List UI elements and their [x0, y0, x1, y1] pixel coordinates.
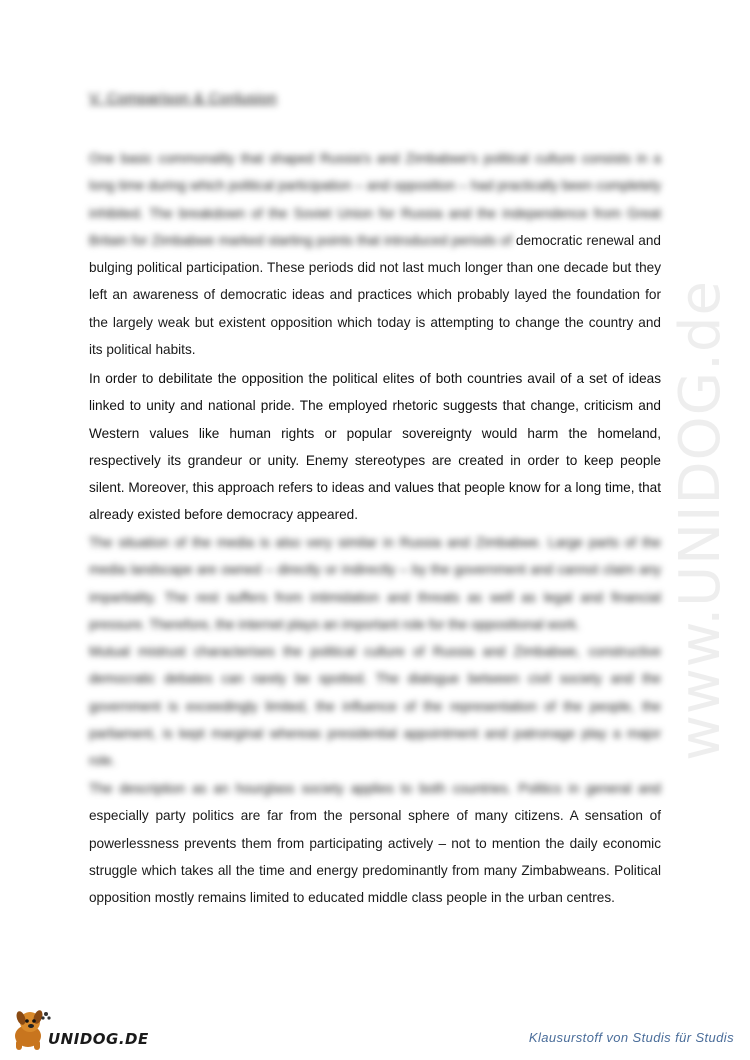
paragraph-3: The situation of the media is also very similar in Russia and Zimbabwe. Large parts of the media landscape are owned – directly or indirectly – by the government and cannot claim any impartiality. The rest suffers from intimidation and threats as well as legal and financial pressure. Therefore, the internet plays an important role for the oppositional work.: [89, 535, 661, 632]
paragraph-5: [89, 775, 661, 911]
unidog-logo[interactable]: [8, 1006, 158, 1052]
visible-text: especially party politics are far from the personal sphere of many citizens. A sensation of powerlessness prevents them from participating actively – not to mention the daily economic struggle which takes all the time and energy predominantly from many Zimbabweans. Political opposition mostly remains limited to educated middle class people in the urban centres.: [89, 808, 661, 906]
blurred-text: One basic commonality that shaped Russia's and Zimbabwe's political culture consists in a long time during which political participation – and opposition – had practically been completely inhibited. The breakdown of the Soviet Union for Russia and the independence from Great Britain for Zimbabwe marked starting points that introduced periods of: [89, 151, 661, 248]
visible-text: democratic renewal and bulging political participation. These periods did not last much longer than one decade but they left an awareness of democratic ideas and practices which probably layed the foundation for the largely weak but existent opposition which today is attempting to change the country and its political habits.: [89, 232, 661, 358]
dog-mascot-icon: [8, 1006, 52, 1052]
logo-text: UNIDOG.DE: [48, 1030, 149, 1048]
blurred-text: The description as an hourglass society applies to both countries. Politics in general and: [89, 781, 661, 796]
footer-tagline: Klausurstoff von Studis für Studis: [528, 1030, 734, 1045]
paragraph-4: Mutual mistrust characterises the political culture of Russia and Zimbabwe, constructive democratic debates can rarely be spotted. The dialogue between civil society and the government is exceedingly limited, the influence of the representation of the people, the parliament, is kept marginal whereas presidential appointment and patronage play a major role.: [89, 644, 661, 769]
paragraph-2: In order to debilitate the opposition the political elites of both countries avail of a set of ideas linked to unity and national pride. The employed rhetoric suggests that change, criticism and Western values like human rights or popular sovereignty would harm the homeland, respectively its grandeur or unity. Enemy stereotypes are created in order to keep people silent. Moreover, this approach refers to ideas and values that people know for a long time, that already existed before democracy appeared.: [89, 371, 661, 523]
paragraph-1: [89, 145, 661, 363]
section-heading: V. Comparison & Conlusion: [89, 90, 277, 107]
watermark-text: www.UNIDOG.de: [667, 279, 733, 761]
